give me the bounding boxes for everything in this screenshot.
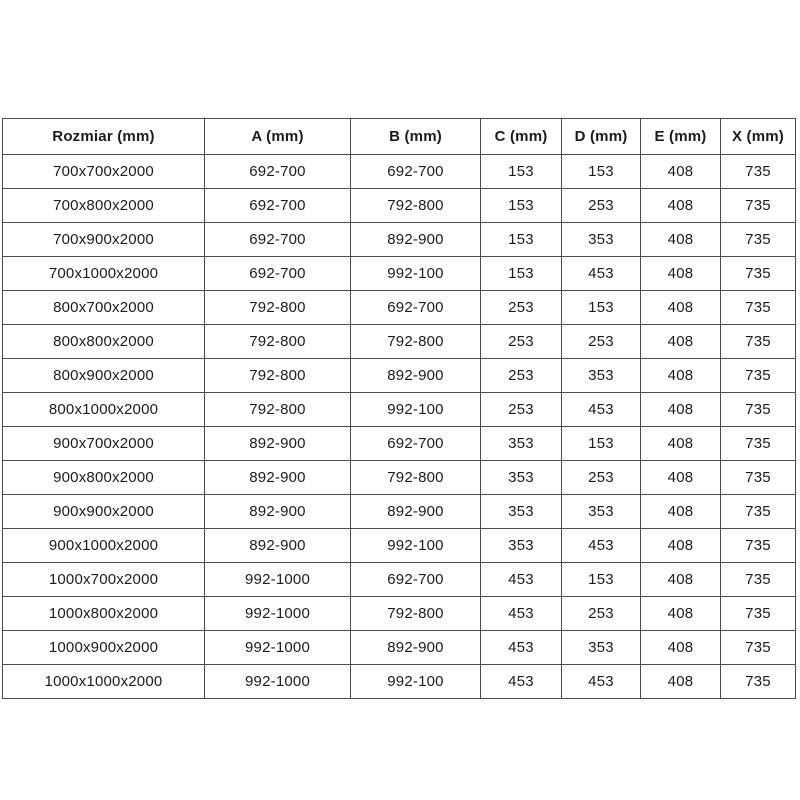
table-cell: 353 — [562, 359, 641, 393]
table-cell: 408 — [641, 393, 721, 427]
table-cell: 792-800 — [351, 189, 481, 223]
table-cell: 408 — [641, 325, 721, 359]
table-cell: 892-900 — [205, 529, 351, 563]
table-cell: 735 — [721, 257, 796, 291]
table-cell: 353 — [562, 495, 641, 529]
table-cell: 792-800 — [351, 325, 481, 359]
table-cell: 453 — [562, 257, 641, 291]
column-header: C (mm) — [481, 119, 562, 155]
table-cell: 253 — [562, 189, 641, 223]
table-cell: 992-100 — [351, 257, 481, 291]
table-cell: 408 — [641, 359, 721, 393]
table-cell: 992-100 — [351, 393, 481, 427]
table-cell: 800x900x2000 — [3, 359, 205, 393]
table-cell: 792-800 — [205, 393, 351, 427]
table-cell: 408 — [641, 257, 721, 291]
table-cell: 992-1000 — [205, 631, 351, 665]
table-cell: 408 — [641, 631, 721, 665]
table-cell: 153 — [481, 155, 562, 189]
size-table-body — [3, 155, 796, 699]
table-cell: 408 — [641, 665, 721, 699]
table-cell: 253 — [481, 325, 562, 359]
table-cell: 735 — [721, 631, 796, 665]
table-row — [3, 665, 796, 699]
table-cell: 792-800 — [351, 461, 481, 495]
column-header: D (mm) — [562, 119, 641, 155]
table-row — [3, 359, 796, 393]
table-cell: 453 — [562, 393, 641, 427]
table-cell: 735 — [721, 427, 796, 461]
table-cell: 735 — [721, 189, 796, 223]
table-cell: 453 — [481, 631, 562, 665]
table-cell: 692-700 — [351, 563, 481, 597]
table-cell: 408 — [641, 155, 721, 189]
table-row — [3, 189, 796, 223]
table-cell: 408 — [641, 223, 721, 257]
table-cell: 735 — [721, 393, 796, 427]
table-cell: 153 — [562, 563, 641, 597]
table-cell: 1000x1000x2000 — [3, 665, 205, 699]
table-row — [3, 223, 796, 257]
table-cell: 800x1000x2000 — [3, 393, 205, 427]
table-cell: 992-100 — [351, 529, 481, 563]
table-cell: 992-100 — [351, 665, 481, 699]
table-cell: 408 — [641, 563, 721, 597]
table-cell: 1000x700x2000 — [3, 563, 205, 597]
table-cell: 792-800 — [205, 325, 351, 359]
table-cell: 253 — [562, 325, 641, 359]
table-cell: 353 — [562, 223, 641, 257]
table-cell: 453 — [481, 665, 562, 699]
table-cell: 792-800 — [205, 359, 351, 393]
table-cell: 800x700x2000 — [3, 291, 205, 325]
table-cell: 892-900 — [205, 461, 351, 495]
column-header: X (mm) — [721, 119, 796, 155]
table-row — [3, 257, 796, 291]
table-cell: 900x700x2000 — [3, 427, 205, 461]
table-row — [3, 563, 796, 597]
table-cell: 153 — [481, 223, 562, 257]
table-cell: 353 — [562, 631, 641, 665]
table-cell: 253 — [562, 597, 641, 631]
table-cell: 1000x800x2000 — [3, 597, 205, 631]
table-cell: 735 — [721, 155, 796, 189]
table-cell: 1000x900x2000 — [3, 631, 205, 665]
table-row — [3, 393, 796, 427]
table-cell: 408 — [641, 529, 721, 563]
table-cell: 892-900 — [351, 495, 481, 529]
table-cell: 453 — [562, 529, 641, 563]
table-cell: 735 — [721, 563, 796, 597]
table-cell: 892-900 — [351, 631, 481, 665]
table-cell: 153 — [562, 291, 641, 325]
table-cell: 692-700 — [205, 189, 351, 223]
table-cell: 692-700 — [351, 427, 481, 461]
table-cell: 353 — [481, 529, 562, 563]
table-cell: 692-700 — [351, 291, 481, 325]
table-cell: 353 — [481, 461, 562, 495]
table-cell: 892-900 — [351, 223, 481, 257]
table-cell: 353 — [481, 495, 562, 529]
size-table — [2, 118, 796, 699]
table-cell: 700x700x2000 — [3, 155, 205, 189]
size-table-container — [2, 118, 795, 699]
table-cell: 408 — [641, 597, 721, 631]
table-cell: 800x800x2000 — [3, 325, 205, 359]
table-cell: 900x800x2000 — [3, 461, 205, 495]
table-cell: 692-700 — [205, 155, 351, 189]
table-cell: 153 — [562, 155, 641, 189]
table-cell: 408 — [641, 189, 721, 223]
table-row — [3, 631, 796, 665]
column-header: Rozmiar (mm) — [3, 119, 205, 155]
table-row — [3, 155, 796, 189]
table-cell: 735 — [721, 291, 796, 325]
table-cell: 408 — [641, 427, 721, 461]
table-cell: 453 — [481, 597, 562, 631]
table-cell: 692-700 — [205, 257, 351, 291]
table-cell: 253 — [481, 359, 562, 393]
table-row — [3, 597, 796, 631]
table-cell: 735 — [721, 461, 796, 495]
table-row — [3, 427, 796, 461]
table-cell: 253 — [481, 291, 562, 325]
table-cell: 735 — [721, 529, 796, 563]
column-header: A (mm) — [205, 119, 351, 155]
table-cell: 153 — [481, 189, 562, 223]
header-row — [3, 119, 796, 155]
table-cell: 735 — [721, 223, 796, 257]
column-header: B (mm) — [351, 119, 481, 155]
table-cell: 692-700 — [351, 155, 481, 189]
table-cell: 735 — [721, 665, 796, 699]
table-cell: 992-1000 — [205, 563, 351, 597]
table-cell: 735 — [721, 359, 796, 393]
table-cell: 408 — [641, 291, 721, 325]
table-cell: 735 — [721, 325, 796, 359]
size-table-header — [3, 119, 796, 155]
table-cell: 700x800x2000 — [3, 189, 205, 223]
table-row — [3, 529, 796, 563]
table-cell: 792-800 — [205, 291, 351, 325]
table-cell: 900x900x2000 — [3, 495, 205, 529]
table-cell: 692-700 — [205, 223, 351, 257]
table-cell: 992-1000 — [205, 665, 351, 699]
table-cell: 408 — [641, 495, 721, 529]
table-cell: 153 — [562, 427, 641, 461]
table-cell: 992-1000 — [205, 597, 351, 631]
table-row — [3, 461, 796, 495]
table-cell: 700x900x2000 — [3, 223, 205, 257]
table-cell: 153 — [481, 257, 562, 291]
table-row — [3, 291, 796, 325]
table-cell: 700x1000x2000 — [3, 257, 205, 291]
table-row — [3, 325, 796, 359]
table-cell: 253 — [481, 393, 562, 427]
table-cell: 253 — [562, 461, 641, 495]
column-header: E (mm) — [641, 119, 721, 155]
table-cell: 792-800 — [351, 597, 481, 631]
table-cell: 353 — [481, 427, 562, 461]
table-cell: 453 — [562, 665, 641, 699]
table-cell: 892-900 — [205, 495, 351, 529]
table-cell: 735 — [721, 495, 796, 529]
table-cell: 900x1000x2000 — [3, 529, 205, 563]
table-cell: 735 — [721, 597, 796, 631]
table-cell: 892-900 — [205, 427, 351, 461]
table-row — [3, 495, 796, 529]
table-cell: 453 — [481, 563, 562, 597]
table-cell: 892-900 — [351, 359, 481, 393]
table-cell: 408 — [641, 461, 721, 495]
